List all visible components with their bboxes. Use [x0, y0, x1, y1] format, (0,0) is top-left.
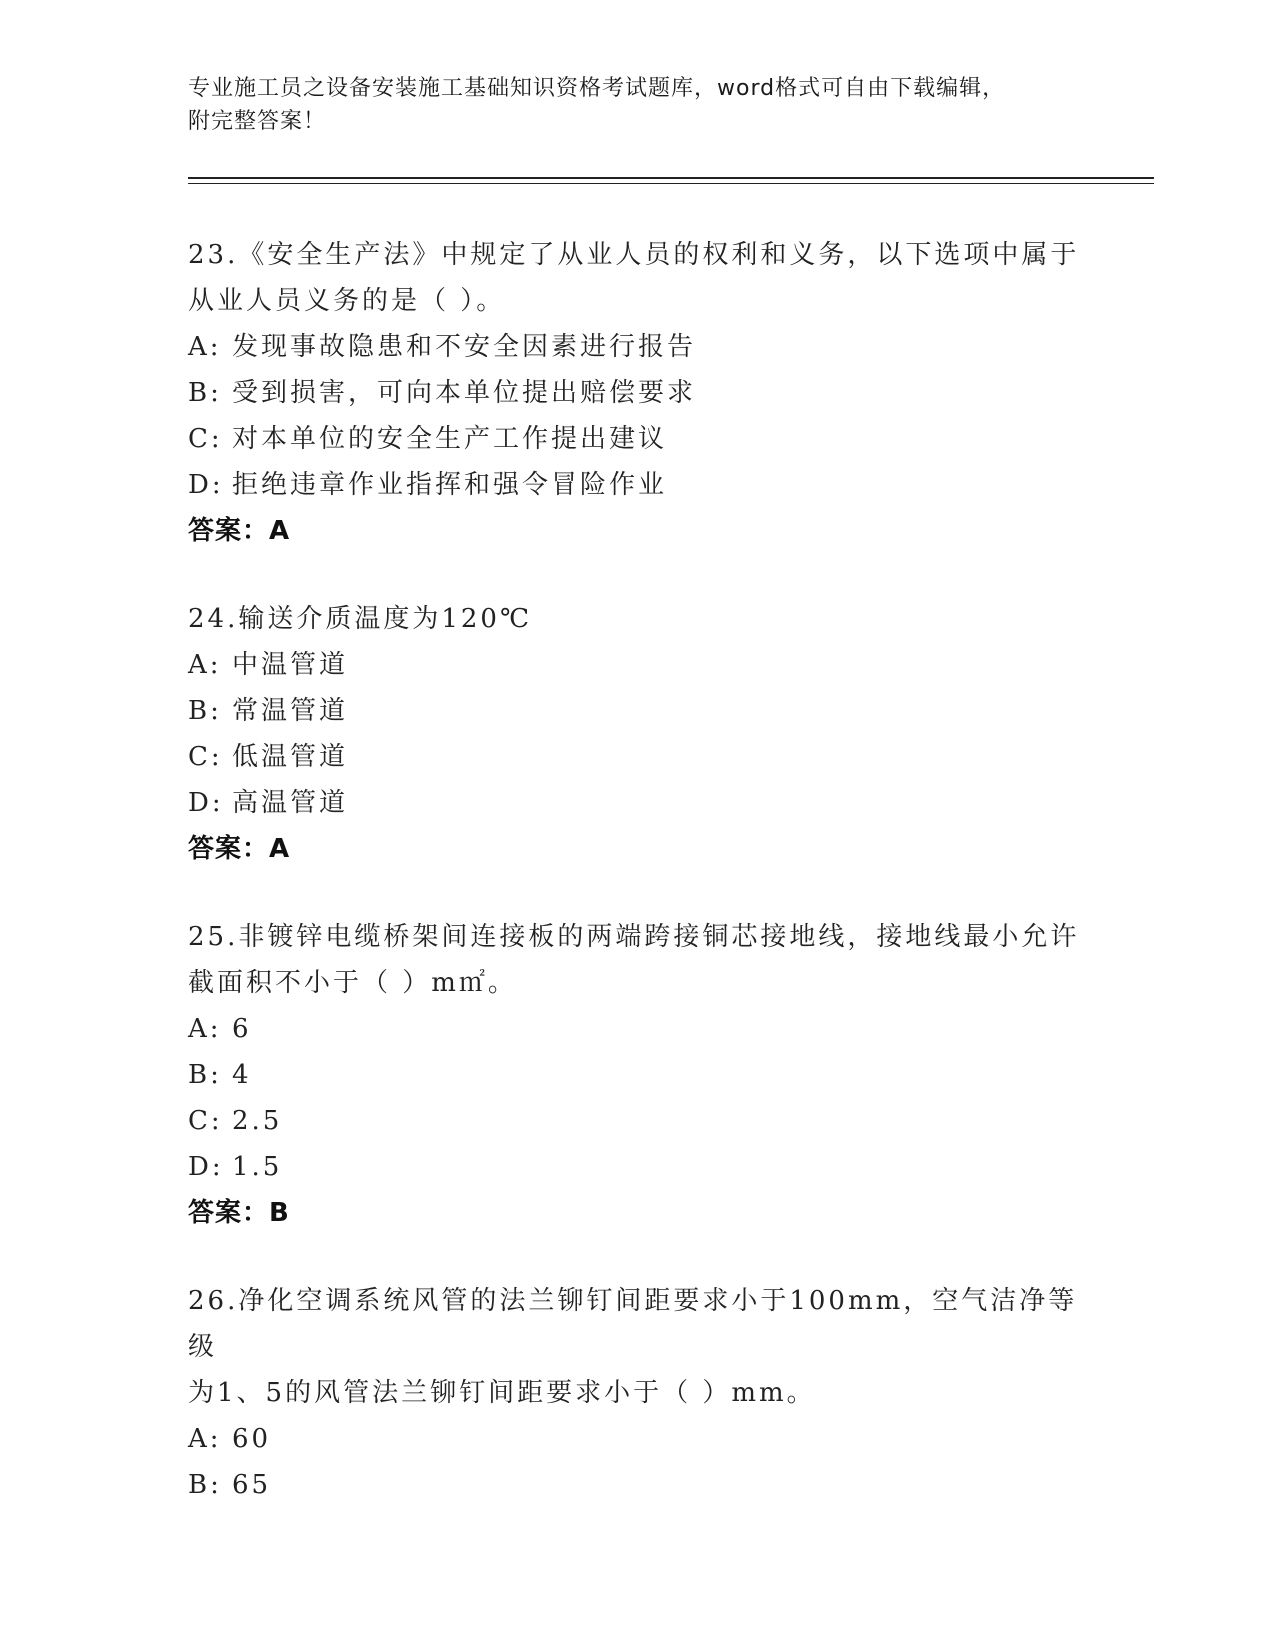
header-line-1: 专业施工员之设备安装施工基础知识资格考试题库，word格式可自由下载编辑，: [188, 76, 1006, 101]
option-text: 4: [232, 1060, 252, 1090]
option-c: [188, 416, 1088, 462]
option-b: [188, 370, 1088, 416]
option-text: 常温管道: [232, 696, 349, 726]
option-c: [188, 734, 1088, 780]
option-a: [188, 324, 1088, 370]
answer-line: 答案：B: [188, 1198, 290, 1228]
question-stem-line: 截面积不小于（ ）m㎡。: [188, 968, 517, 998]
option-letter: B:: [188, 378, 222, 408]
question-stem-line: 为1、5的风管法兰铆钉间距要求小于（ ）mm。: [188, 1378, 816, 1408]
question-23: [188, 232, 1088, 554]
question-stem-line: 从业人员义务的是（ ）。: [188, 286, 506, 316]
option-text: 受到损害，可向本单位提出赔偿要求: [232, 378, 697, 408]
question-26: [188, 1278, 1088, 1508]
header-divider-top: [188, 177, 1154, 179]
question-25: [188, 914, 1088, 1236]
option-text: 拒绝违章作业指挥和强令冒险作业: [232, 470, 668, 500]
option-text: 低温管道: [232, 742, 349, 772]
option-letter: D:: [188, 470, 224, 500]
option-c: [188, 1098, 1088, 1144]
option-letter: A:: [188, 1424, 222, 1454]
option-b: [188, 1462, 1088, 1508]
question-24: [188, 596, 1088, 872]
option-d: [188, 1144, 1088, 1190]
option-a: [188, 642, 1088, 688]
document-header: [188, 72, 1088, 138]
option-text: 高温管道: [232, 788, 349, 818]
option-letter: A:: [188, 1014, 222, 1044]
option-a: [188, 1006, 1088, 1052]
option-letter: D:: [188, 788, 224, 818]
option-text: 2.5: [232, 1106, 283, 1136]
option-a: [188, 1416, 1088, 1462]
option-letter: A:: [188, 332, 222, 362]
option-letter: C:: [188, 742, 223, 772]
option-letter: A:: [188, 650, 222, 680]
option-text: 65: [232, 1470, 272, 1500]
option-b: [188, 1052, 1088, 1098]
option-d: [188, 780, 1088, 826]
option-text: 对本单位的安全生产工作提出建议: [232, 424, 668, 454]
option-text: 中温管道: [232, 650, 349, 680]
option-letter: D:: [188, 1152, 224, 1182]
option-letter: B:: [188, 696, 222, 726]
option-text: 60: [232, 1424, 272, 1454]
option-text: 发现事故隐患和不安全因素进行报告: [232, 332, 697, 362]
answer-line: 答案：A: [188, 834, 291, 864]
option-b: [188, 688, 1088, 734]
header-divider-bottom: [188, 183, 1154, 184]
question-stem-line: 26.净化空调系统风管的法兰铆钉间距要求小于100mm，空气洁净等级: [188, 1286, 1078, 1362]
option-letter: B:: [188, 1470, 222, 1500]
option-letter: B:: [188, 1060, 222, 1090]
option-text: 1.5: [232, 1152, 283, 1182]
option-d: [188, 462, 1088, 508]
option-letter: C:: [188, 1106, 223, 1136]
header-line-2: 附完整答案！: [188, 109, 327, 134]
option-letter: C:: [188, 424, 223, 454]
question-stem-line: 23.《安全生产法》中规定了从业人员的权利和义务，以下选项中属于: [188, 240, 1080, 270]
question-stem-line: 25.非镀锌电缆桥架间连接板的两端跨接铜芯接地线，接地线最小允许: [188, 922, 1080, 952]
question-list: [188, 232, 1088, 1550]
question-stem-line: 24.输送介质温度为120℃: [188, 604, 533, 634]
option-text: 6: [232, 1014, 252, 1044]
answer-line: 答案：A: [188, 516, 291, 546]
